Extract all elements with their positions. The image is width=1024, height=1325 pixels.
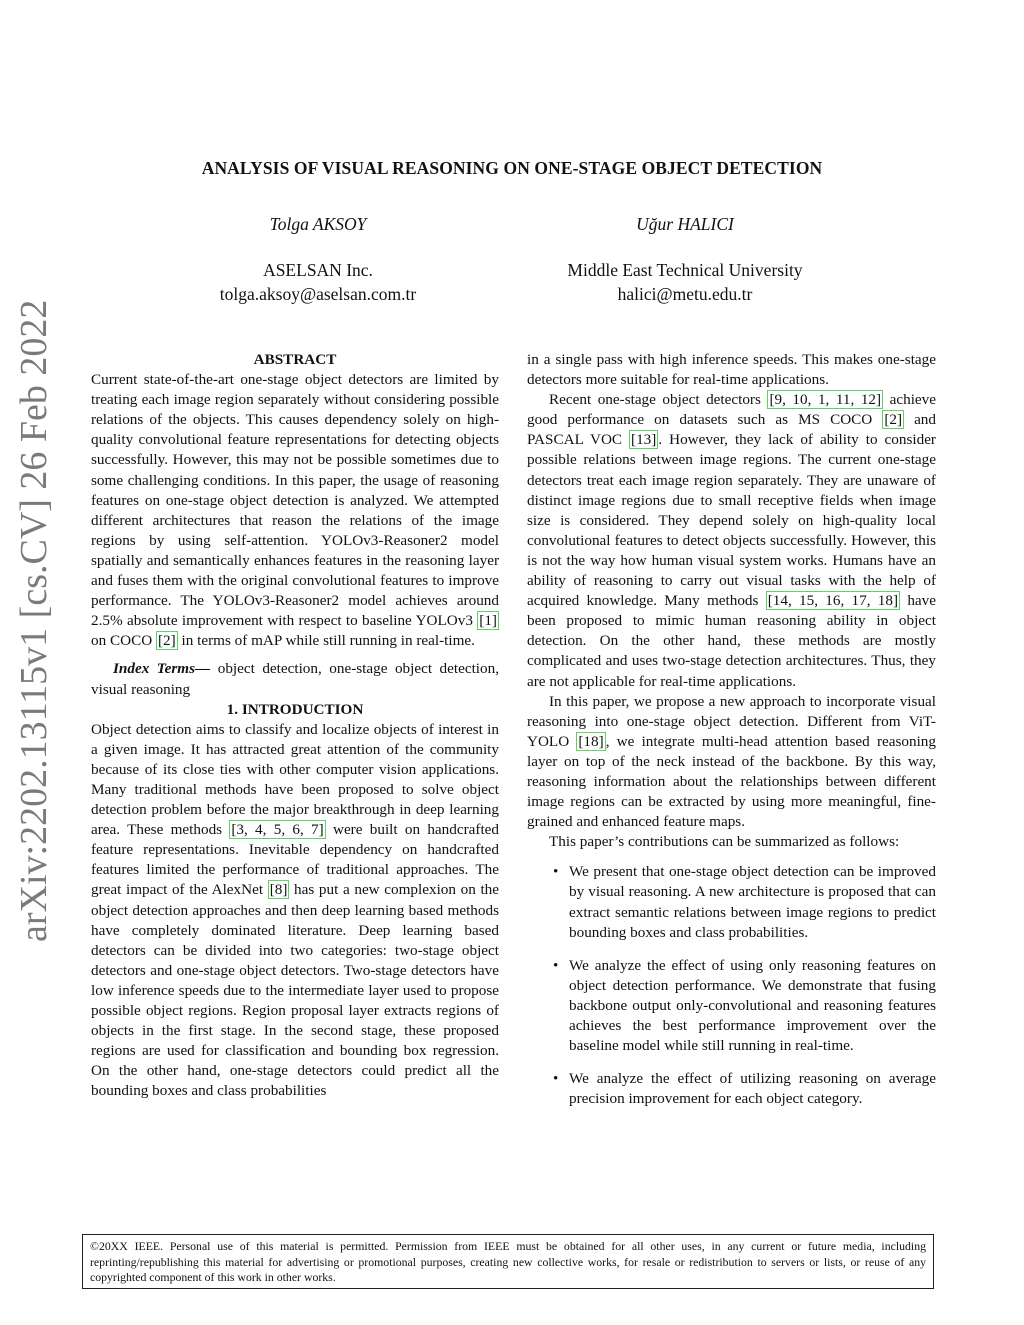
abstract-paragraph: Current state-of-the-art one-stage object detectors are limited by treating each image region separately without considering possible relations of the objects. This causes dependency solely on high-quality convolutional feature representations for detecting objects successfully. However, this may not be possible sometimes due to some challenging conditions. In this paper, the usage of reasoning features on one-stage object detection is analyzed. We attempted different architectures that reason the relations of the image regions by using self-attention. YOLOv3-Reasoner2 model spatially and semantically enhances features in the reasoning layer and fuses them with the original convolutional features to improve performance. The YOLOv3-Reasoner2 model achieves around 2.5% absolute improvement with respect to baseline YOLOv3 [1] on COCO [2] in terms of mAP while still running in real-time. [91,371,499,650]
citation-link[interactable]: [18] [578,732,604,750]
bullet-icon: • [553,863,559,881]
citation-link[interactable]: [1] [479,612,497,630]
citation-link[interactable]: [9, 10, 1, 11, 12] [769,391,882,409]
author-block-2 [530,212,840,306]
list-item: • We present that one-stage object detection can be improved by visual reasoning. A new architecture is proposed that can extract semantic relations between image regions to predict bounding boxes and class probabilities. [553,863,936,941]
introduction-heading: 1. INTRODUCTION [226,700,364,718]
author-block-1 [168,212,468,306]
abstract-heading: ABSTRACT [253,351,337,368]
citation-link[interactable]: [14, 15, 16, 17, 18] [767,592,899,610]
citation-link[interactable]: [2] [884,411,903,429]
left-column [91,350,499,1101]
citation-link[interactable]: [3, 4, 5, 6, 7] [231,821,324,839]
author-affiliation: ASELSAN Inc. [263,260,373,280]
author-email: tolga.aksoy@aselsan.com.tr [219,284,417,304]
contributions-intro: This paper’s contributions can be summarized as follows: [549,833,900,851]
author-affiliation: Middle East Technical University [567,260,803,280]
arxiv-identifier: arXiv:2202.13115v1 [cs.CV] 26 Feb 2022 [13,299,55,942]
citation-link[interactable]: [2] [157,632,176,650]
citation-link[interactable]: [13] [631,431,657,449]
intro-paragraph-2: Recent one-stage object detectors [9, 10, 1, 11, 12] achieve good performance on datasets such as MS COCO [2] and PASCAL VOC [13] . However, they lack of ability to consider possible relations between image regions. The current one-stage detectors treat each image region separately. They are unaware of distinct image regions due to small receptive fields when image size is considered. They depend solely on high-quality local convolutional features to detect objects successfully. However, this is not the way how human visual system works. Humans have an ability of reasoning to carry out visual tasks with the help of acquired knowledge. Many methods [14, 15, 16, 17, 18] have been proposed to mimic human reasoning ability in object detection. On the other hand, these methods are mostly complicated and uses two-stage detection architectures. Thus, they are not applicable for real-time applications. [527,391,937,690]
intro-paragraph-1: Object detection aims to classify and localize objects of interest in a given image. It has attracted great attention of the community because of its close ties with other computer vision applications. Many traditional methods have been proposed to solve object detection problem before the major breakthrough in deep learning area. These methods [3, 4, 5, 6, 7] were built on handcrafted feature representations. Inevitable dependency on handcrafted features limited the performance of traditional approaches. The great impact of the AlexNet [8] has put a new complexion on the object detection approaches and then deep learning based methods have completely dominated literature. Deep learning based detectors can be divided into two categories: two-stage object detectors and one-stage object detectors. Two-stage detectors have low inference speeds due to the intermediate layer used to propose possible object regions. Region proposal layer extracts regions of objects in the first stage. In the second stage, these proposed regions are used for classification and bounding box regression. On the other hand, one-stage detectors could predict all the bounding boxes and class probabilities [91,720,500,1100]
list-item: • We analyze the effect of using only reasoning features on object detection performance. We demonstrate that fusing backbone output only-convolutional and reasoning features achieves the best performance improvement over the baseline model while still running in real-time. [553,956,936,1055]
index-terms: Index Terms— object detection, one-stage object detection, visual reasoning [91,660,500,698]
author-email: halici@metu.edu.tr [617,284,753,304]
bullet-icon: • [553,956,559,974]
copyright-notice: ©20XX IEEE. Personal use of this material is permitted. Permission from IEEE must be obtained for all other uses, in any current or future media, including reprinting/republishing this material for advertising or promotional purposes, creating new collective works, for resale or redistribution to servers or lists, or reuse of any copyrighted component of this work in other works. [82,1234,934,1289]
intro-paragraph-continued: in a single pass with high inference speeds. This makes one-stage detectors more suitable for real-time applications. [527,351,936,389]
citation-link[interactable]: [8] [269,881,288,899]
intro-paragraph-3: In this paper, we propose a new approach to incorporate visual reasoning into one-stage object detection. Different from ViT-YOLO [18] , we integrate multi-head attention based reasoning layer on top of the neck instead of the backbone. By this way, reasoning information about the relationships between different image regions can be extracted by using more meaningful, fine-grained and enhanced feature maps. [527,692,936,831]
list-item: • We analyze the effect of utilizing reasoning on average precision improvement for each object category. [553,1070,936,1108]
bullet-icon: • [553,1070,559,1088]
paper-title: ANALYSIS OF VISUAL REASONING ON ONE-STAGE OBJECT DETECTION [201,158,823,178]
right-column [527,350,936,1122]
author-name: Uğur HALICI [636,214,734,234]
contributions-list [527,862,936,1109]
author-name: Tolga AKSOY [269,214,367,234]
index-terms-label: Index Terms— [113,660,211,678]
